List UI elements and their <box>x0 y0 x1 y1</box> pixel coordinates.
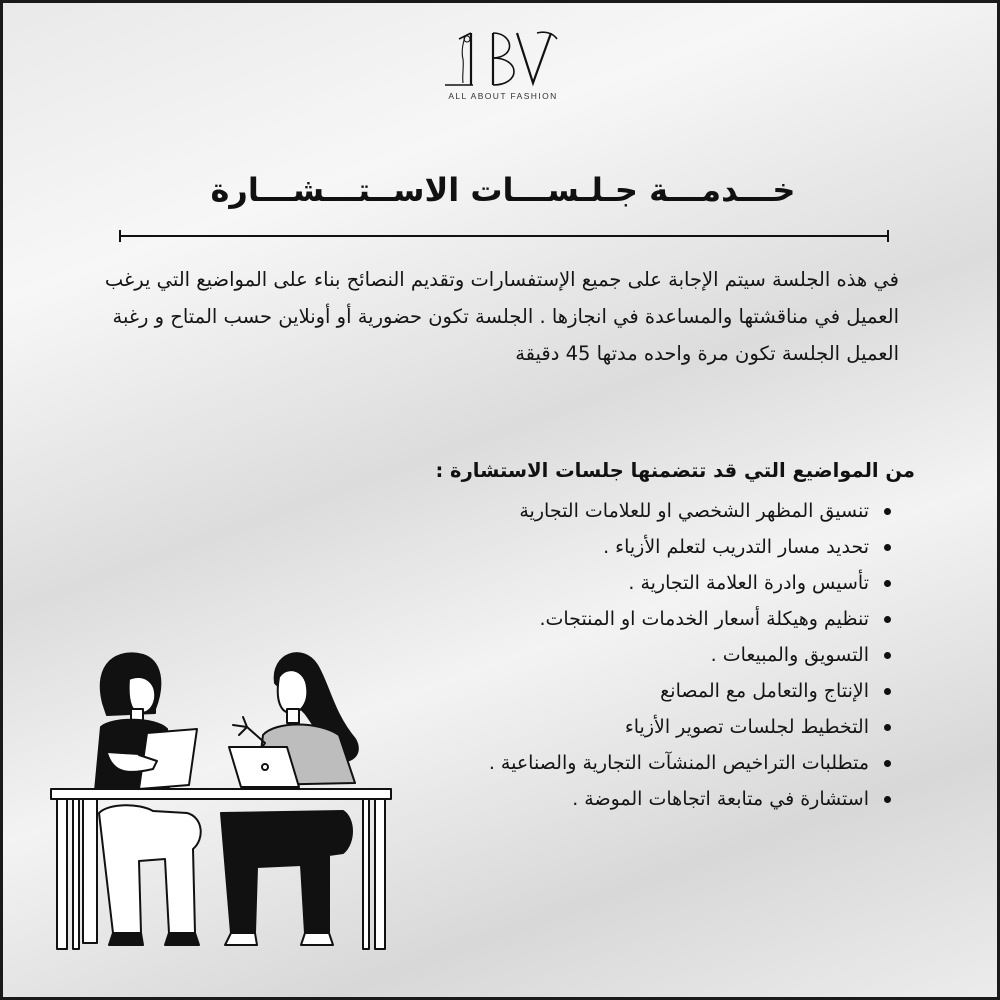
topics-heading: من المواضيع التي قد تتضمنها جلسات الاستشارة : <box>435 459 915 482</box>
bullet-icon <box>884 652 891 659</box>
topic-item: استشارة في متابعة اتجاهات الموضة . <box>303 781 893 817</box>
bullet-icon <box>884 544 891 551</box>
bullet-icon <box>884 688 891 695</box>
bullet-icon <box>884 724 891 731</box>
abv-monogram-icon <box>433 25 573 91</box>
page-title: خـــدمـــة جـلـســـات الاســتـــشـــارة <box>210 171 796 209</box>
topic-item: تحديد مسار التدريب لتعلم الأزياء . <box>303 529 893 565</box>
topic-item: الإنتاج والتعامل مع المصانع <box>303 673 893 709</box>
topic-item: التسويق والمبيعات . <box>303 637 893 673</box>
title-divider <box>119 229 889 243</box>
bullet-icon <box>884 580 891 587</box>
two-women-consultation-icon <box>43 643 403 963</box>
brand-tagline: ALL ABOUT FASHION <box>448 91 558 101</box>
bullet-icon <box>884 796 891 803</box>
topic-item: تنسيق المظهر الشخصي او للعلامات التجارية <box>303 493 893 529</box>
topic-item: تأسيس وادرة العلامة التجارية . <box>303 565 893 601</box>
topic-item: متطلبات التراخيص المنشآت التجارية والصناعية . <box>303 745 893 781</box>
bullet-icon <box>884 760 891 767</box>
bullet-icon <box>884 508 891 515</box>
consultation-illustration <box>43 643 403 963</box>
intro-paragraph: في هذه الجلسة سيتم الإجابة على جميع الإستفسارات وتقديم النصائح بناء على المواضيع التي يرغب العميل في مناقشتها والمساعدة في انجازها . الجلسة تكون حضورية أو أونلاين حسب المتاح و رغبة العميل الجلسة تكون مرة واحده مدتها 45 دقيقة <box>104 268 899 365</box>
bullet-icon <box>884 616 891 623</box>
brand-logo <box>433 25 573 107</box>
topic-item: التخطيط لجلسات تصوير الأزياء <box>303 709 893 745</box>
topic-item: تنظيم وهيكلة أسعار الخدمات او المنتجات. <box>303 601 893 637</box>
